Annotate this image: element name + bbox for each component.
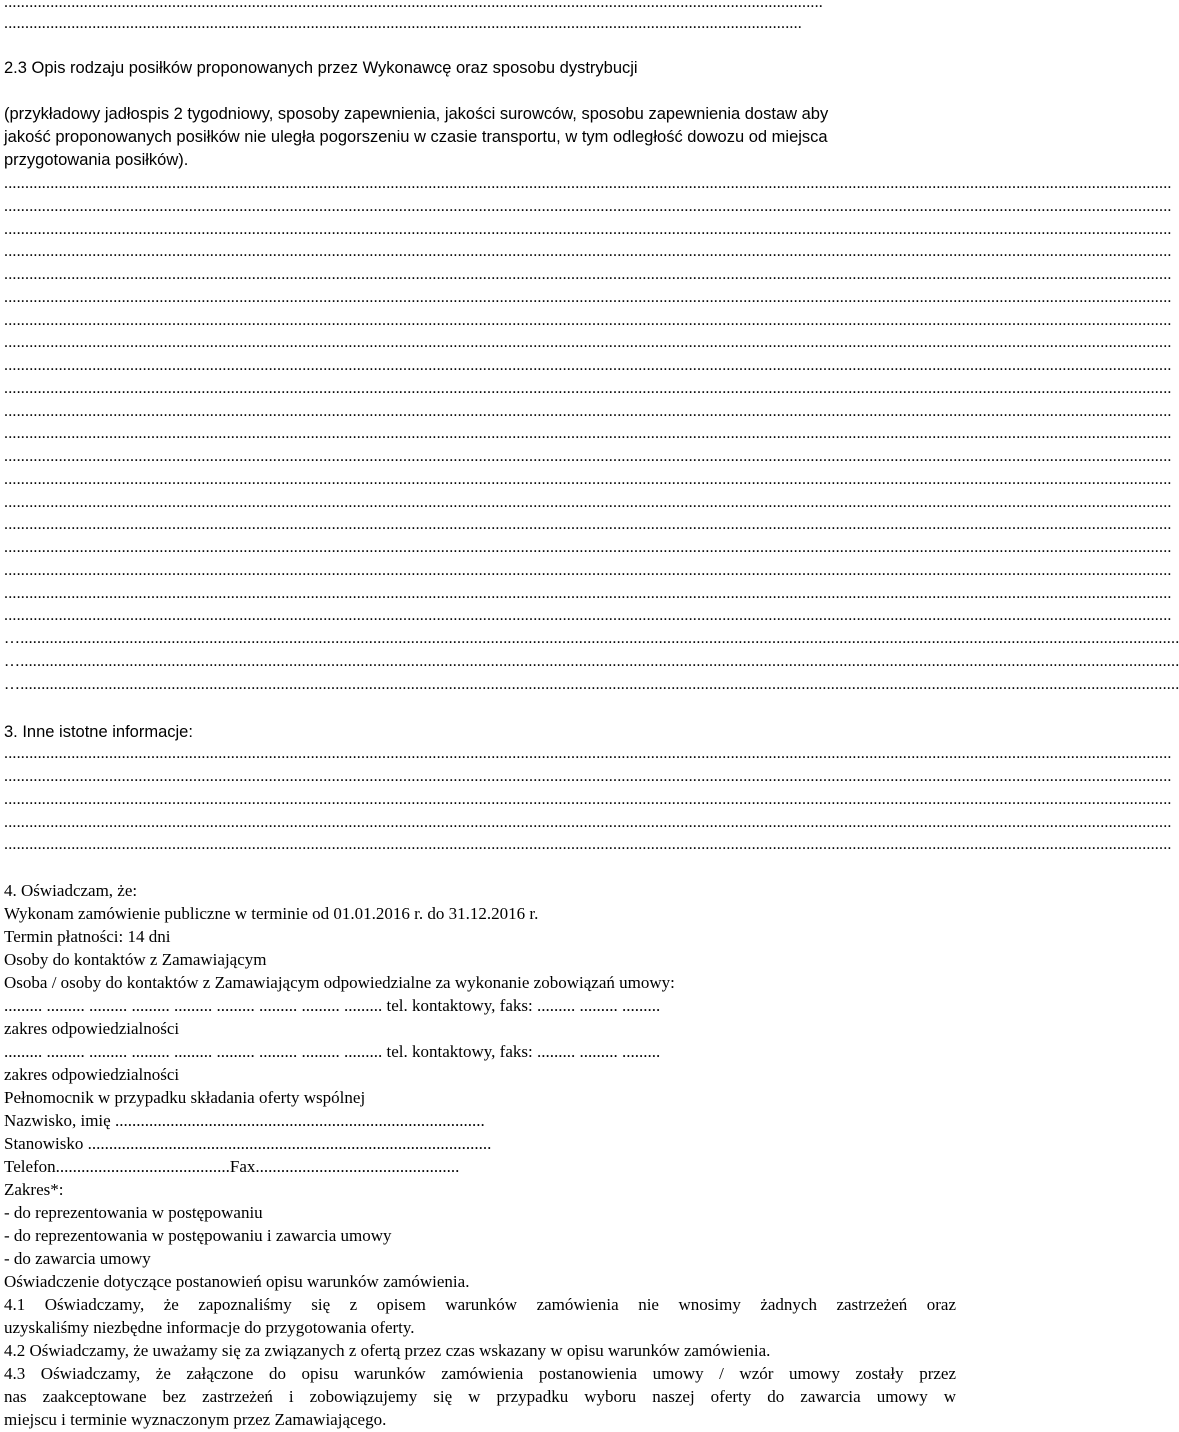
dotted-line: ...................................................................................................................................................................................................................................................................................... — [4, 221, 1172, 238]
scope-option: - do reprezentowania w postępowaniu — [4, 1203, 263, 1222]
dotted-line: ...................................................................................................................................................................................................................................................................................... — [4, 562, 1172, 579]
description-line: jakość proponowanych posiłków nie uległa pogorszeniu w czasie transportu, w tym odległość dowozu od miejsca — [4, 128, 828, 146]
statement-4-3-line: miejscu i terminie wyznaczonym przez Zamawiającego. — [4, 1410, 387, 1429]
contact-fill-line: ......... ......... ......... ......... ......... ......... ......... ......... ......... tel. kontaktowy, faks: ......... ......... ......... — [4, 996, 661, 1015]
scope-option: - do zawarcia umowy — [4, 1249, 151, 1268]
dotted-line: ….................................................................................................................................................................................................................................................................................... — [4, 653, 1179, 670]
dotted-line: ….................................................................................................................................................................................................................................................................................... — [4, 630, 1179, 647]
statement-line: Pełnomocnik w przypadku składania oferty wspólnej — [4, 1088, 366, 1107]
statement-4-1-line: uzyskaliśmy niezbędne informacje do przygotowania oferty. — [4, 1318, 415, 1337]
dotted-line: ...................................................................................................................................................................................................................................................................................... — [4, 243, 1172, 260]
statement-line: zakres odpowiedzialności — [4, 1065, 180, 1084]
dotted-line: ...................................................................................................................................................................................................................................................................................... — [4, 175, 1172, 192]
name-fill-line: Nazwisko, imię ....................................................................................... — [4, 1111, 485, 1130]
phone-fax-fill-line: Telefon.........................................Fax................................................ — [4, 1157, 460, 1176]
dotted-line: ...................................................................................................................................................................................................................................................................................... — [4, 266, 1172, 283]
dotted-line: .............................................................................................................................................................................................. — [4, 15, 802, 32]
statement-line: Osoba / osoby do kontaktów z Zamawiającym odpowiedzialne za wykonanie zobowiązań umowy: — [4, 973, 675, 992]
dotted-line: ...................................................................................................................................................................................................................................................................................... — [4, 312, 1172, 329]
dotted-line: ...................................................................................................................................................................................................................................................................................... — [4, 403, 1172, 420]
contact-fill-line: ......... ......... ......... ......... ......... ......... ......... ......... ......... tel. kontaktowy, faks: ......... ......... ......... — [4, 1042, 661, 1061]
statement-line: Osoby do kontaktów z Zamawiającym — [4, 950, 267, 969]
statement-4-1-line: 4.1 Oświadczamy, że zapoznaliśmy się z opisem warunków zamówienia nie wnosimy żadnych zastrzeżeń oraz — [4, 1295, 956, 1314]
statement-line: Termin płatności: 14 dni — [4, 927, 171, 946]
dotted-line: ...................................................................................................................................................................................................................................................................................... — [4, 198, 1172, 215]
description-line: przygotowania posiłków). — [4, 151, 189, 169]
dotted-line: ...................................................................................................................................................................................................................................................................................... — [4, 516, 1172, 533]
statement-line: zakres odpowiedzialności — [4, 1019, 180, 1038]
dotted-line: ...................................................................................................................................................................................................................................................................................... — [4, 607, 1172, 624]
dotted-line: ...................................................................................................................................................................................................................................................................................... — [4, 791, 1172, 808]
dotted-line: ...................................................................................................................................................................................................................................................................................... — [4, 768, 1172, 785]
statement-4-3-line: 4.3 Oświadczamy, że załączone do opisu warunków zamówienia postanowienia umowy / wzór umowy zostały przez — [4, 1364, 956, 1383]
dotted-line: ................................................................................................................................................................................................... — [4, 0, 823, 11]
dotted-line: ...................................................................................................................................................................................................................................................................................... — [4, 334, 1172, 351]
statement-line: Zakres*: — [4, 1180, 64, 1199]
dotted-line: ...................................................................................................................................................................................................................................................................................... — [4, 836, 1172, 853]
section-heading-4: 4. Oświadczam, że: — [4, 881, 138, 900]
statement-4-2: 4.2 Oświadczamy, że uważamy się za związanych z ofertą przez czas wskazany w opisu warunków zamówienia. — [4, 1341, 771, 1360]
dotted-line: ...................................................................................................................................................................................................................................................................................... — [4, 539, 1172, 556]
scope-option: - do reprezentowania w postępowaniu i zawarcia umowy — [4, 1226, 392, 1245]
description-line: (przykładowy jadłospis 2 tygodniowy, sposoby zapewnienia, jakości surowców, sposobu zapewnienia dostaw aby — [4, 105, 829, 123]
dotted-line: ...................................................................................................................................................................................................................................................................................... — [4, 448, 1172, 465]
position-fill-line: Stanowisko ............................................................................................... — [4, 1134, 492, 1153]
dotted-line: ...................................................................................................................................................................................................................................................................................... — [4, 425, 1172, 442]
dotted-line: ...................................................................................................................................................................................................................................................................................... — [4, 585, 1172, 602]
statement-line: Oświadczenie dotyczące postanowień opisu warunków zamówienia. — [4, 1272, 470, 1291]
dotted-line: ...................................................................................................................................................................................................................................................................................... — [4, 380, 1172, 397]
dotted-line: ...................................................................................................................................................................................................................................................................................... — [4, 494, 1172, 511]
dotted-line: ...................................................................................................................................................................................................................................................................................... — [4, 289, 1172, 306]
section-heading-3: 3. Inne istotne informacje: — [4, 723, 193, 741]
section-heading-2-3: 2.3 Opis rodzaju posiłków proponowanych przez Wykonawcę oraz sposobu dystrybucji — [4, 59, 638, 77]
dotted-line: ...................................................................................................................................................................................................................................................................................... — [4, 814, 1172, 831]
statement-line: Wykonam zamówienie publiczne w terminie od 01.01.2016 r. do 31.12.2016 r. — [4, 904, 539, 923]
dotted-line: ….................................................................................................................................................................................................................................................................................... — [4, 676, 1179, 693]
dotted-line: ...................................................................................................................................................................................................................................................................................... — [4, 745, 1172, 762]
statement-4-3-line: nas zaakceptowane bez zastrzeżeń i zobowiązujemy się w przypadku wyboru naszej oferty do zawarcia umowy w — [4, 1387, 956, 1406]
dotted-line: ...................................................................................................................................................................................................................................................................................... — [4, 357, 1172, 374]
dotted-line: ...................................................................................................................................................................................................................................................................................... — [4, 471, 1172, 488]
